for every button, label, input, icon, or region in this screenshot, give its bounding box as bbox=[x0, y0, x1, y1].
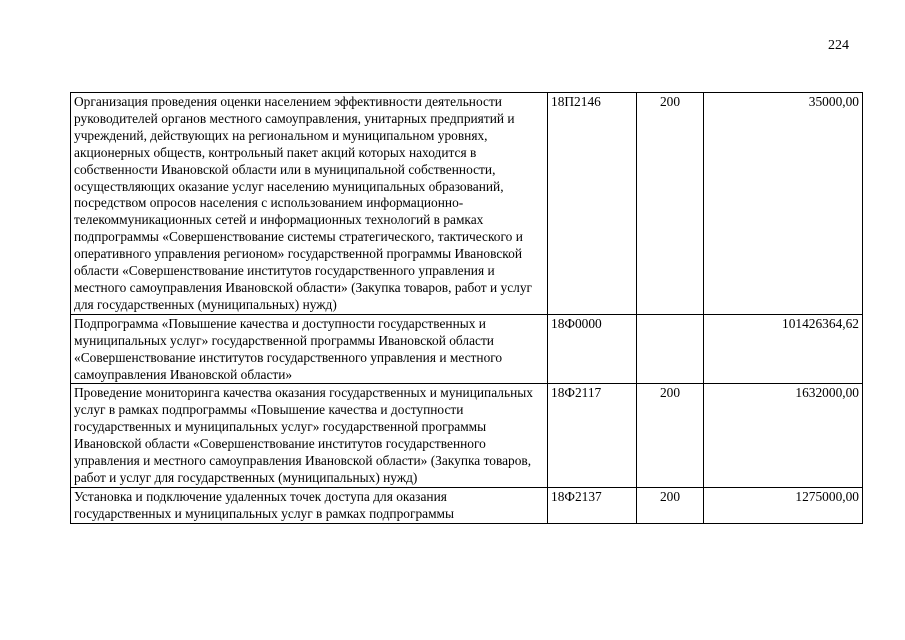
row-amount: 1275000,00 bbox=[704, 487, 863, 523]
table-row bbox=[71, 314, 863, 384]
page-number: 224 bbox=[828, 38, 849, 53]
row-expense-type bbox=[637, 314, 704, 384]
table-row bbox=[71, 384, 863, 487]
row-description: Установка и подключение удаленных точек доступа для оказания государственных и муниципальных услуг в рамках подпрограммы bbox=[71, 487, 548, 523]
row-code: 18П2146 bbox=[548, 93, 637, 315]
table-row bbox=[71, 487, 863, 523]
row-expense-type: 200 bbox=[637, 487, 704, 523]
budget-table bbox=[70, 92, 863, 524]
row-code: 18Ф2117 bbox=[548, 384, 637, 487]
row-expense-type: 200 bbox=[637, 93, 704, 315]
row-code: 18Ф0000 bbox=[548, 314, 637, 384]
row-description: Проведение мониторинга качества оказания государственных и муниципальных услуг в рамках подпрограммы «Повышение качества и доступности государственных и муниципальных услуг» государственной программы Ивановской области «Совершенствование институтов государственного управления и местного самоуправления Ивановской области» (Закупка товаров, работ и услуг для государственных (муниципальных) нужд) bbox=[71, 384, 548, 487]
row-amount: 101426364,62 bbox=[704, 314, 863, 384]
row-description: Подпрограмма «Повышение качества и доступности государственных и муниципальных услуг» государственной программы Ивановской области «Совершенствование институтов государственного управления и местного самоуправления Ивановской области» bbox=[71, 314, 548, 384]
row-expense-type: 200 bbox=[637, 384, 704, 487]
table-row bbox=[71, 93, 863, 315]
row-amount: 35000,00 bbox=[704, 93, 863, 315]
row-code: 18Ф2137 bbox=[548, 487, 637, 523]
row-description: Организация проведения оценки населением эффективности деятельности руководителей органов местного самоуправления, унитарных предприятий и учреждений, действующих на региональном и муниципальном уровнях, акционерных обществ, контрольный пакет акций которых находится в собственности Ивановской области или в муниципальной собственности, осуществляющих оказание услуг населению муниципальных образований, посредством опросов населения с использованием информационно-телекоммуникационных сетей и информационных технологий в рамках подпрограммы «Совершенствование системы стратегического, тактического и оперативного управления регионом» государственной программы Ивановской области «Совершенствование институтов государственного управления и местного самоуправления Ивановской области» (Закупка товаров, работ и услуг для государственных (муниципальных) нужд) bbox=[71, 93, 548, 315]
row-amount: 1632000,00 bbox=[704, 384, 863, 487]
